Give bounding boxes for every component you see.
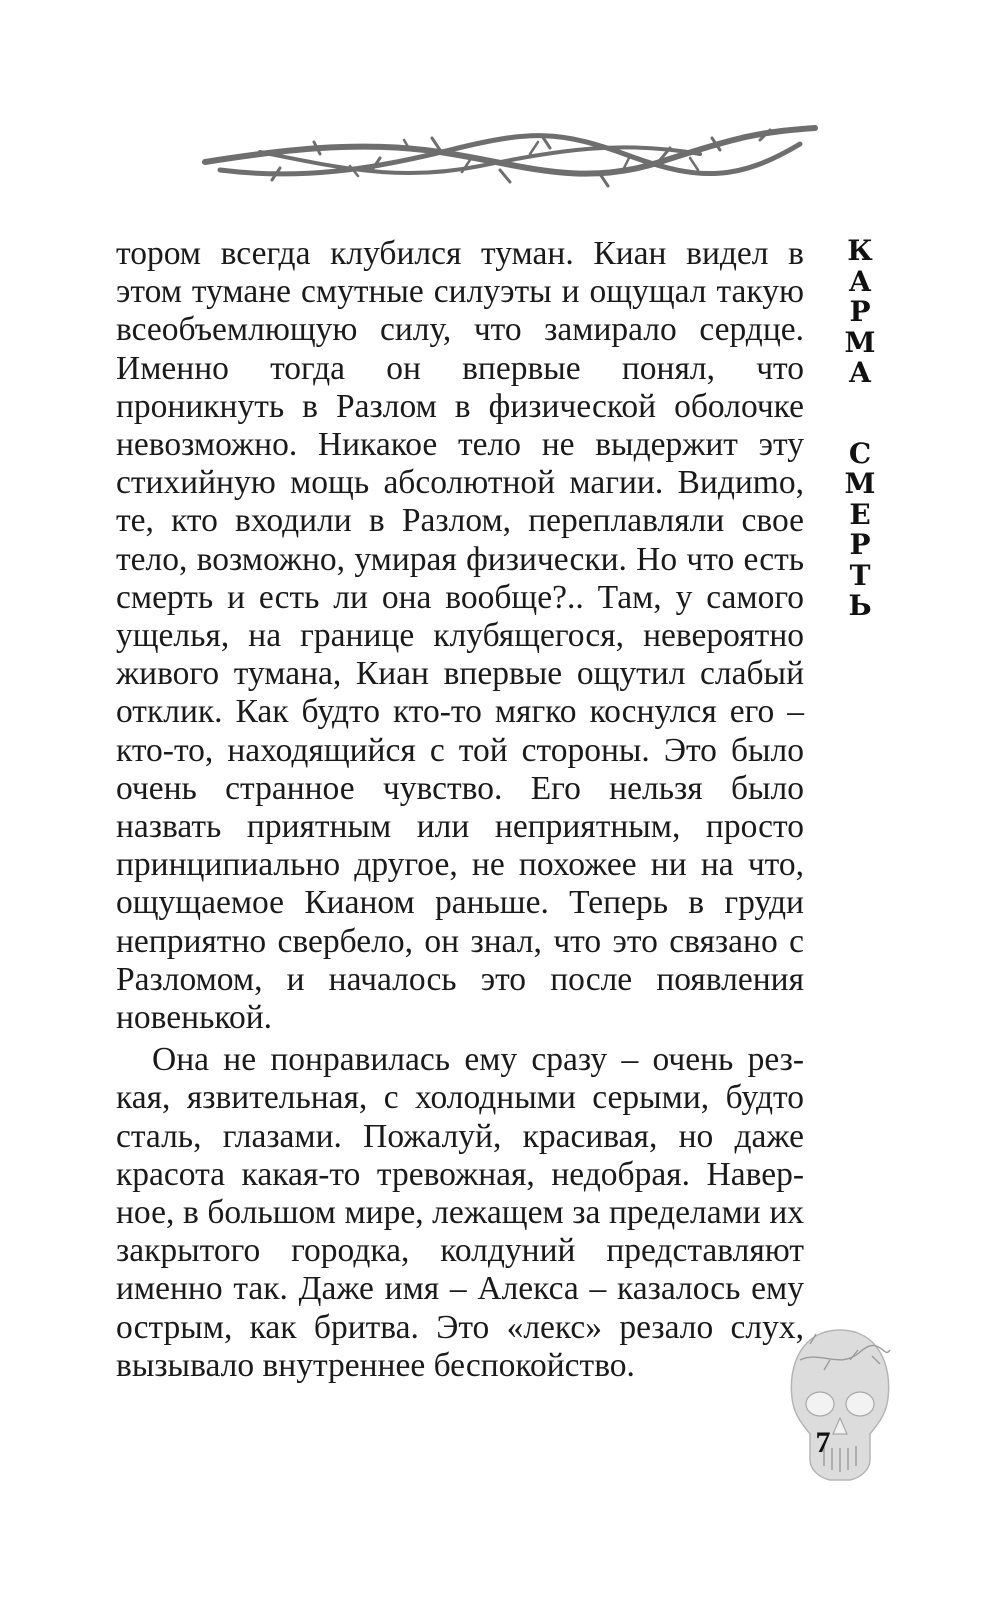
paragraph-2: Она не понравилась ему сразу – очень резкая, язвительная, с холодными серыми, будто сталь, глазами. Пожалуй, красивая, но даже красота какая-то тревожная, недобрая. Наверное, в большом мире, лежащем за пределами их закрытого городка, колдуний представляют именно так. Даже имя – Алекса – казалось ему острым, как бритва. Это «лекс» резало слух, вызывало внутреннее беспокойство. [116,1041,804,1384]
running-title-vertical [838,236,882,622]
running-title-letter: А [848,356,872,389]
paragraph-1: тором всегда клубился туман. Киан видел в этом тумане смутные силуэты и ощущал такую всеобъемлющую силу, что замирало сердце. Именно тогда он впервые понял, что проникнуть в Разлом в физической оболочке невозможно. Никакое тело не выдержит эту стихийную мощь абсолютной магии. Видиmо, те, кто входили в Разлом, переплавляли свое тело, возможно, умирая физически. Но что есть смерть и есть ли она вообще?.. Там, у самого ущелья, на границе клубящегося, невероятно живого тумана, Киан впервые ощутил слабый отклик. Как будто кто-то мягко коснулся его – кто-то, находящийся с той стороны. Это было очень странное чувство. Его нельзя было назвать приятным или неприятным, просто принципиально другое, не похожее ни на что, ощущаемое Кианом раньше. Теперь в груди неприятно свербело, он знал, что это связано с Разломом, и началось это после появления новенькой. [116,235,804,1037]
thorn-vine-ornament-icon [200,110,820,210]
running-title-letter: К [847,234,873,267]
running-title-letter: А [848,264,872,298]
running-title-letter: С [848,436,872,470]
main-text [116,235,804,1385]
running-title-letter: Р [849,295,871,328]
running-title-letter: М [844,467,876,500]
running-title-letter: Ь [848,589,872,622]
skull-icon [780,1320,900,1495]
running-title-letter: М [844,325,876,359]
running-title-letter: Т [849,558,871,592]
running-title-letter: Е [849,497,871,531]
running-title-letter: Р [849,528,871,561]
page-number: 7 [815,1426,831,1459]
